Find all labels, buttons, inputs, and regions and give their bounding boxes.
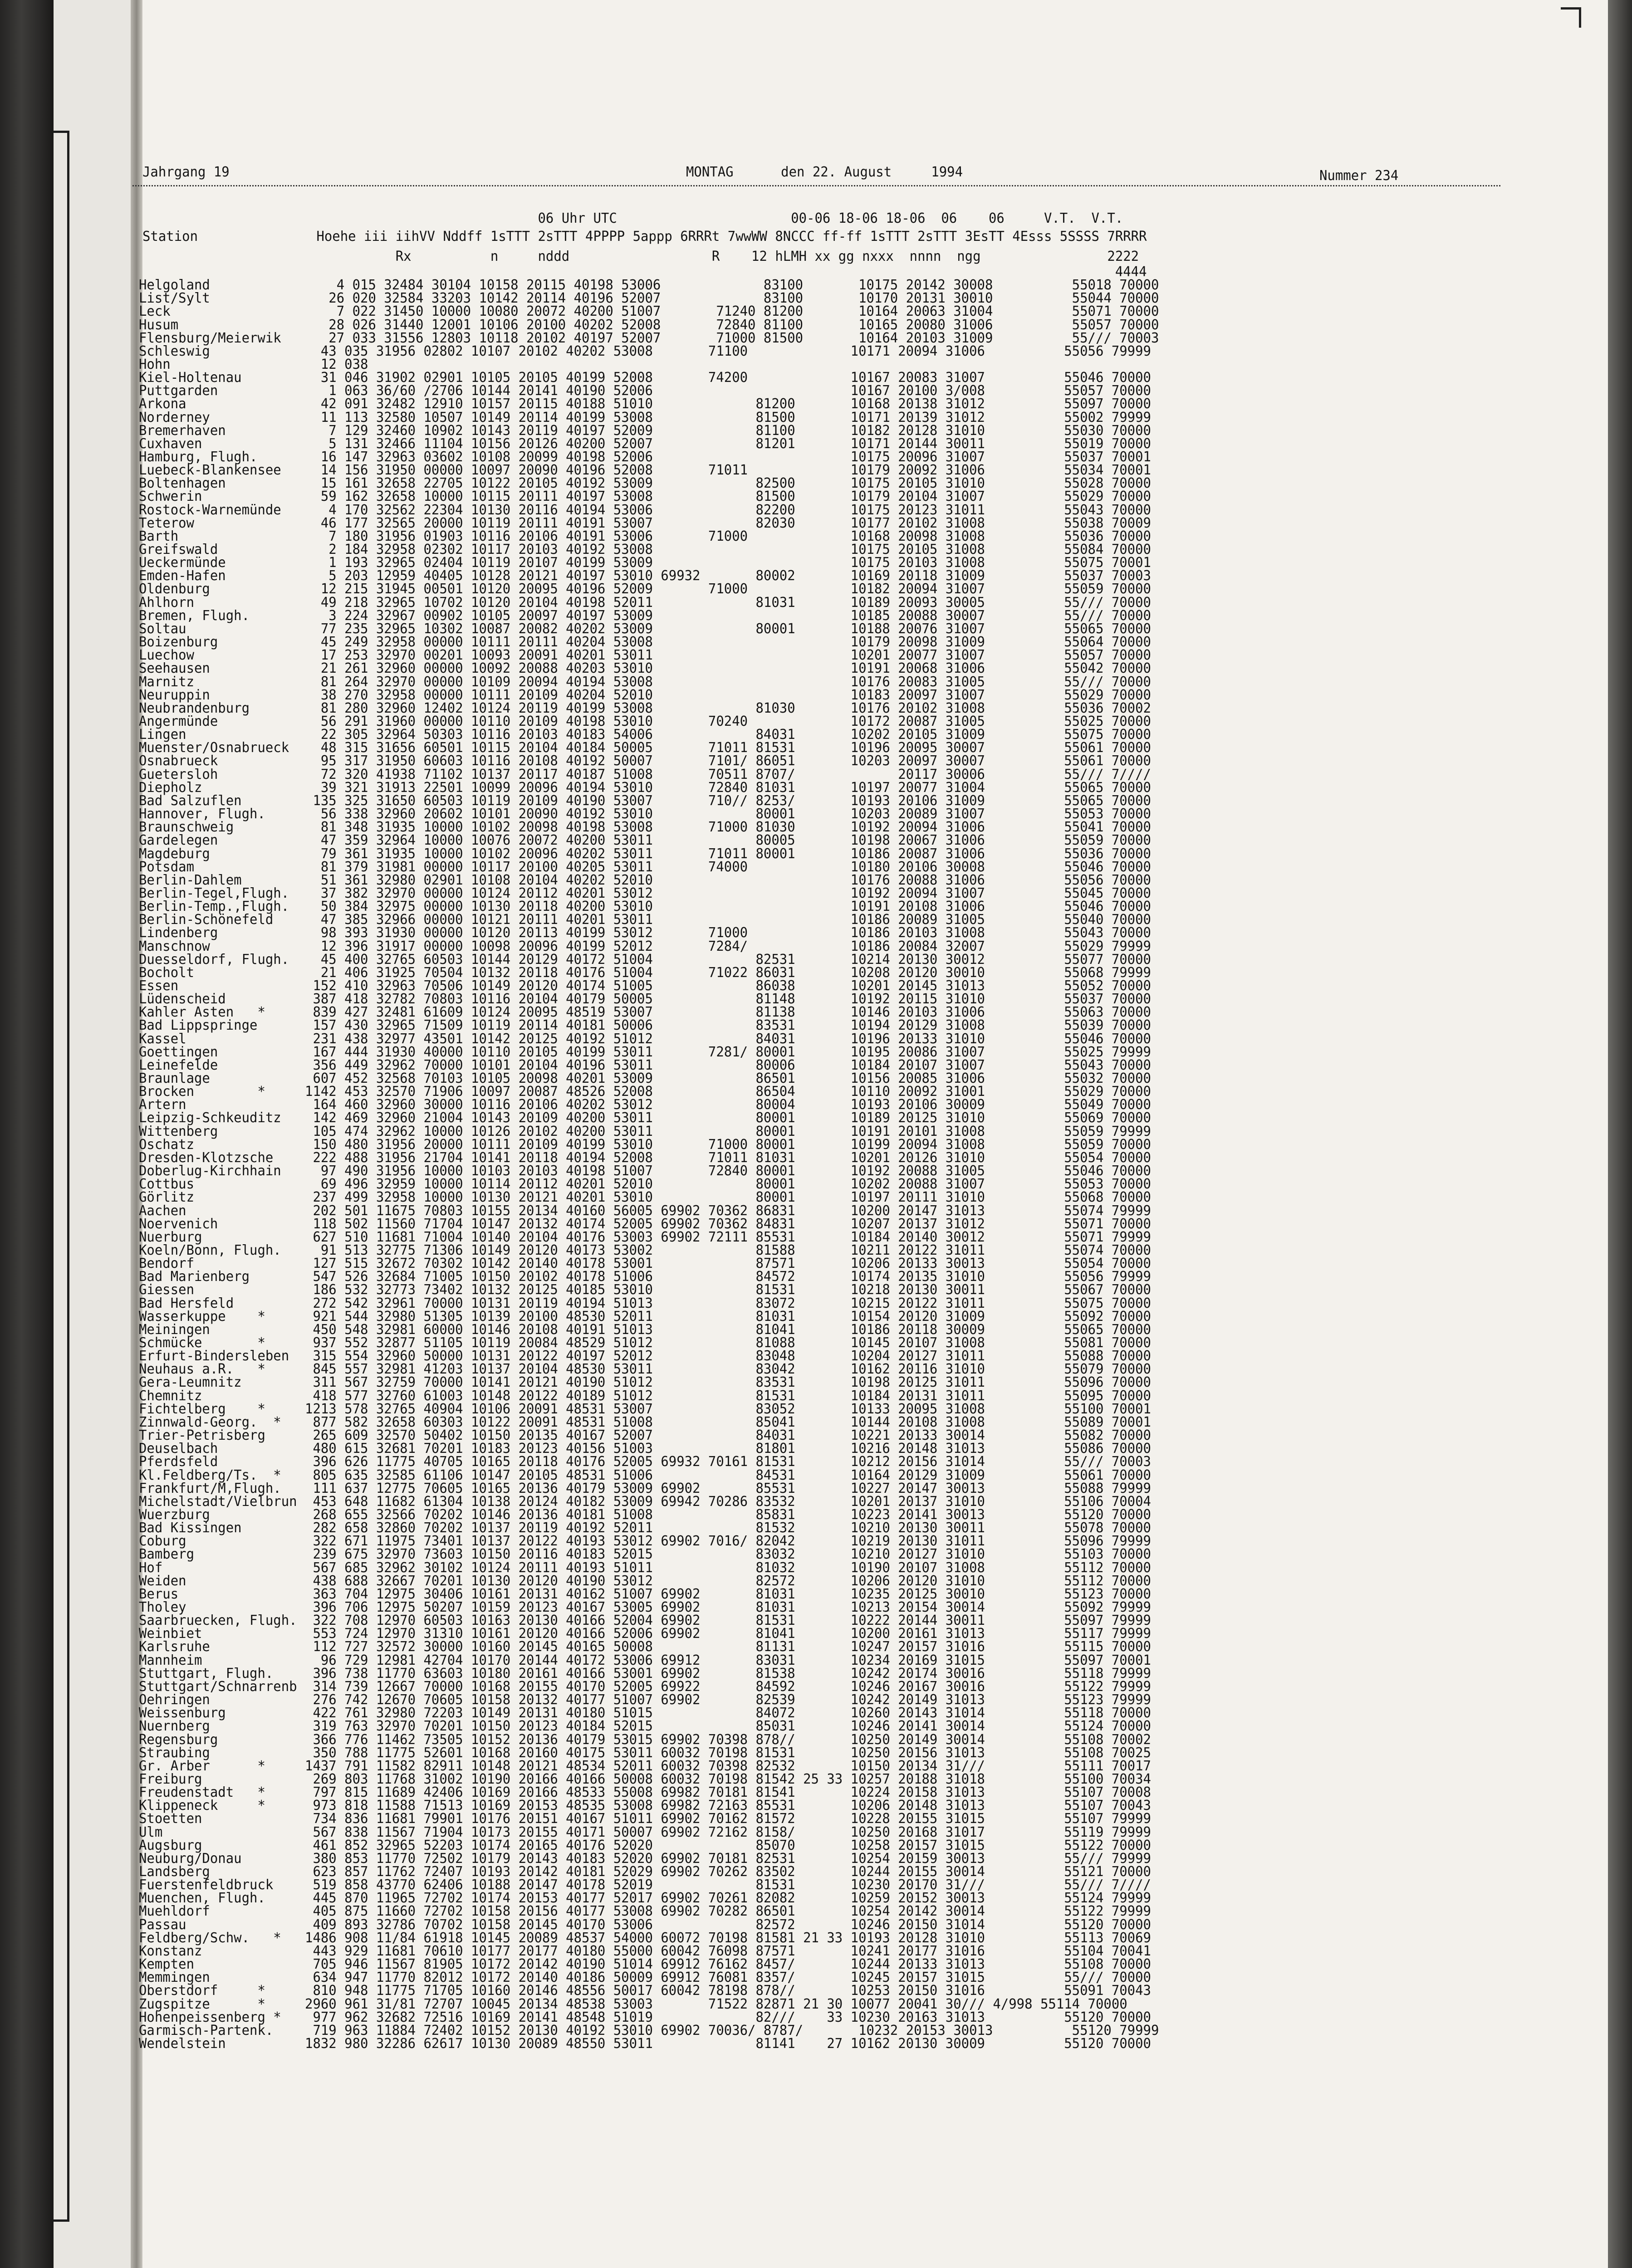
table-row: Zinnwald-Georg. * 877 582 32658 60303 10122 20091 48531 51008 85041 10144 20108 31008 55089 70001 (139, 1414, 1151, 1430)
table-row: Potsdam 81 379 31981 00000 10117 20100 40205 53011 74000 10180 20106 30008 55046 70000 (139, 859, 1151, 875)
table-row: Cottbus 69 496 32959 10000 10114 20112 40201 52010 80001 10202 20088 31007 55053 70000 (139, 1176, 1151, 1193)
table-row: Luechow 17 253 32970 00201 10093 20091 40201 53011 10201 20077 31007 55057 70000 (139, 647, 1151, 664)
table-row: Erfurt-Bindersleben 315 554 32960 50000 10131 20122 40197 52012 83048 10204 20127 31011 55088 70000 (139, 1348, 1151, 1364)
table-row: Bamberg 239 675 32970 73603 10150 20116 40183 52015 83032 10210 20127 31010 55103 70000 (139, 1546, 1151, 1563)
table-row: Regensburg 366 776 11462 73505 10152 20136 40179 53015 69902 70398 878// 10250 20149 30014 55108 70002 (139, 1731, 1151, 1748)
issue-number: Nummer 234 (1319, 168, 1399, 184)
table-row: Deuselbach 480 615 32681 70201 10183 20123 40156 51003 81801 10216 20148 31013 55086 70000 (139, 1441, 1151, 1457)
table-row: Rostock-Warnemünde 4 170 32562 22304 10130 20116 40194 53006 82200 10175 20123 31011 55043 70000 (139, 502, 1151, 518)
table-row: Schmücke * 937 552 32877 51105 10119 20084 48529 51012 81088 10145 20107 31008 55081 70000 (139, 1335, 1151, 1351)
previous-page-edge (54, 0, 131, 2268)
table-row: Trier-Petrisberg 265 609 32570 50402 10150 20135 40167 52007 84031 10221 20133 30014 55082 70000 (139, 1427, 1151, 1443)
header-rule (132, 185, 1500, 186)
table-row: Angermünde 56 291 31960 00000 10110 20109 40198 53010 70240 10172 20087 31005 55025 70000 (139, 713, 1151, 729)
table-row: Freudenstadt * 797 815 11689 42406 10169 20166 48533 55008 69982 70181 81541 10224 20158 31013 55107 70008 (139, 1784, 1151, 1801)
table-row: Berus 363 704 12975 30406 10161 20131 40162 51007 69902 81031 10235 20125 30010 55123 70000 (139, 1586, 1151, 1602)
table-row: Kl.Feldberg/Ts. * 805 635 32585 61106 10147 20105 48531 51006 84531 10164 20129 31009 55061 70000 (139, 1467, 1151, 1483)
table-row: Noervenich 118 502 11560 71704 10147 20132 40174 52005 69902 70362 84831 10207 20137 31012 55071 70000 (139, 1216, 1151, 1232)
table-row: Freiburg 269 803 11768 31002 10190 20166 40166 50008 60032 70198 81542 25 33 10257 20188 31018 55100 70034 (139, 1771, 1151, 1787)
table-row: Zugspitze * 2960 961 31/81 72707 10045 20134 48538 53003 71522 82871 21 30 10077 20041 30/// 4/998 55114 70000 (139, 1996, 1127, 2012)
table-row: Boizenburg 45 249 32958 00000 10111 20111 40204 53008 10179 20098 31009 55064 70000 (139, 634, 1151, 650)
table-row: Brocken * 1142 453 32570 71906 10097 20087 48526 52008 86504 10110 20092 31001 55029 70000 (139, 1084, 1151, 1100)
table-row: Berlin-Dahlem 51 361 32980 02901 10108 20104 40202 52010 10176 20088 31006 55056 70000 (139, 872, 1151, 888)
table-row: Doberlug-Kirchhain 97 490 31956 10000 10103 20103 40198 51007 72840 80001 10192 20088 31005 55046 70000 (139, 1163, 1151, 1179)
table-row: Bremen, Flugh. 3 224 32967 00902 10105 20097 40197 53009 10185 20088 30007 55/// 70000 (139, 607, 1151, 624)
table-row: Braunschweig 81 348 31935 10000 10102 20098 40198 53008 71000 81030 10192 20094 31006 55041 70000 (139, 819, 1151, 836)
column-header-line: Rx n nddd R 12 hLMH xx gg nxxx nnnn ngg 2222 (142, 249, 1139, 264)
table-row: Guetersloh 72 320 41938 71102 10137 20117 40187 51008 70511 8707/ 20117 30006 55/// 7//// (139, 766, 1151, 782)
table-row: Lingen 22 305 32964 50303 10116 20103 40183 54006 84031 10202 20105 31009 55075 70000 (139, 727, 1151, 743)
column-header-line: Station Hoehe iii iihVV Nddff 1sTTT 2sTTT 4PPPP 5appp 6RRRt 7wwWW 8NCCC ff-ff 1sTTT 2sTTT 3EsTT 4Esss 5SSSS 7RRRR (142, 229, 1147, 244)
table-row: Kempten 705 946 11567 81905 10172 20142 40190 51014 69912 76162 8457/ 10244 20133 31013 55108 70000 (139, 1956, 1151, 1972)
table-row: Norderney 11 113 32580 10507 10149 20114 40199 53008 81500 10171 20139 31012 55002 79999 (139, 409, 1151, 425)
table-row: Pferdsfeld 396 626 11775 40705 10165 20118 40176 52005 69932 70161 81531 10212 20156 31014 55/// 70003 (139, 1454, 1151, 1470)
table-row: Nuerburg 627 510 11681 71004 10140 20104 40176 53003 69902 72111 85531 10184 20140 30012 55071 79999 (139, 1229, 1151, 1245)
table-row: Bad Lippspringe 157 430 32965 71509 10119 20114 40181 50006 83531 10194 20129 31008 55039 70000 (139, 1017, 1151, 1034)
table-row: Teterow 46 177 32565 20000 10119 20111 40191 53007 82030 10177 20102 31008 55038 70009 (139, 515, 1151, 531)
table-row: Hohn 12 038 (139, 356, 368, 372)
table-row: Artern 164 460 32960 30000 10116 20106 40202 53012 80004 10193 20106 30009 55049 70000 (139, 1097, 1151, 1113)
table-row: Cuxhaven 5 131 32466 11104 10156 20126 40200 52007 81201 10171 20144 30011 55019 70000 (139, 435, 1151, 452)
table-row: Fuerstenfeldbruck 519 858 43770 62406 10188 20147 40178 52019 81531 10230 20170 31/// 55/// 7//// (139, 1877, 1151, 1893)
table-row: Boltenhagen 15 161 32658 22705 10122 20105 40192 53009 82500 10175 20105 31010 55028 70000 (139, 475, 1151, 492)
table-row: Stoetten 734 836 11681 79901 10176 20151 40167 51011 69902 70162 81572 10228 20155 31015 55107 79999 (139, 1811, 1151, 1827)
table-row: Garmisch-Partenk. 719 963 11884 72402 10152 20130 40192 53010 69902 70036/ 8787/ 10232 20153 30013 55120 79999 (139, 2022, 1159, 2038)
table-row: Ahlhorn 49 218 32965 10702 10120 20104 40198 52011 81031 10189 20093 30005 55/// 70000 (139, 594, 1151, 611)
table-row: Hamburg, Flugh. 16 147 32963 03602 10108 20099 40198 52006 10175 20096 31007 55037 70001 (139, 449, 1151, 465)
table-row: Koeln/Bonn, Flugh. 91 513 32775 71306 10149 20120 40173 53002 81588 10211 20122 31011 55074 70000 (139, 1242, 1151, 1258)
table-row: Arkona 42 091 32482 12910 10157 20115 40188 51010 81200 10168 20138 31012 55097 70000 (139, 396, 1151, 412)
table-row: Ulm 567 838 11567 71904 10173 20155 40171 50007 69902 72162 8158/ 10250 20168 31017 55119 79999 (139, 1824, 1151, 1840)
table-row: Gardelegen 47 359 32964 10000 10076 20072 40200 53011 80005 10198 20067 31006 55059 70000 (139, 832, 1151, 849)
table-row: Lüdenscheid 387 418 32782 70803 10116 20104 40179 50005 81148 10192 20115 31010 55037 70000 (139, 991, 1151, 1007)
table-row: Ueckermünde 1 193 32965 02404 10119 20107 40199 53009 10175 20103 31008 55075 70001 (139, 555, 1151, 571)
table-row: Wuerzburg 268 655 32566 70202 10146 20136 40181 51008 85831 10223 20141 30013 55120 70000 (139, 1506, 1151, 1523)
table-row: Magdeburg 79 361 31935 10000 10102 20096 40202 53011 71011 80001 10186 20087 31006 55036 70000 (139, 846, 1151, 862)
table-row: Kassel 231 438 32977 43501 10142 20125 40192 51012 84031 10196 20133 31010 55046 70000 (139, 1031, 1151, 1047)
table-row: Leck 7 022 31450 10000 10080 20072 40200 51007 71240 81200 10164 20063 31004 55071 70000 (139, 303, 1159, 320)
table-row: Kiel-Holtenau 31 046 31902 02901 10105 20105 40199 52008 74200 10167 20083 31007 55046 70000 (139, 370, 1151, 386)
table-row: Weissenburg 422 761 32980 72203 10149 20131 40180 51015 84072 10260 20143 31014 55118 70000 (139, 1705, 1151, 1721)
table-row: Hannover, Flugh. 56 338 32960 20602 10101 20090 40192 53010 80001 10203 20089 31007 55053 70000 (139, 806, 1151, 822)
table-row: Feldberg/Schw. * 1486 908 11/84 61918 10145 20089 48537 54000 60072 70198 81581 21 33 10193 20128 31010 55113 70069 (139, 1930, 1151, 1946)
table-row: Landsberg 623 857 11762 72407 10193 20142 40181 52029 69902 70262 83502 10244 20155 30014 55121 70000 (139, 1864, 1151, 1880)
table-row: Mannheim 96 729 12981 42704 10170 20144 40172 53006 69912 83031 10234 20169 31015 55097 70001 (139, 1652, 1151, 1668)
table-row: Klippeneck * 973 818 11588 71513 10169 20153 48535 53008 69982 72163 85531 10206 20148 31013 55107 70043 (139, 1798, 1151, 1814)
table-row: Muehldorf 405 875 11660 72702 10158 20156 40177 53008 69902 70282 86501 10254 20142 30014 55122 79999 (139, 1903, 1151, 1920)
table-row: Gr. Arber * 1437 791 11582 82911 10148 20121 48534 52011 60032 70398 82532 10150 20134 31/// 55111 70017 (139, 1758, 1151, 1774)
table-row: Aachen 202 501 11675 70803 10155 20134 40160 56005 69902 70362 86831 10200 20147 31013 55074 79999 (139, 1202, 1151, 1219)
column-header-line: 4444 (142, 264, 1147, 280)
table-row: Muenchen, Flugh. 445 870 11965 72702 10174 20153 40177 52017 69902 70261 82082 10259 20152 30013 55124 79999 (139, 1890, 1151, 1906)
table-row: Chemnitz 418 577 32760 61003 10148 20122 40189 51012 81531 10184 20131 31011 55095 70000 (139, 1388, 1151, 1404)
table-row: Bremerhaven 7 129 32460 10902 10143 20119 40197 52009 81100 10182 20128 31010 55030 70000 (139, 422, 1151, 439)
table-row: Emden-Hafen 5 203 12959 40405 10128 20121 40197 53010 69932 80002 10169 20118 31009 55037 70003 (139, 568, 1151, 584)
table-row: Greifswald 2 184 32958 02302 10117 20103 40192 53008 10175 20105 31008 55084 70000 (139, 542, 1151, 557)
table-row: Goettingen 167 444 31930 40000 10110 20105 40199 53011 7281/ 80001 10195 20086 31007 55025 79999 (139, 1044, 1151, 1060)
table-row: Duesseldorf, Flugh. 45 400 32765 60503 10144 20129 40172 51004 82531 10214 20130 30012 55077 70000 (139, 951, 1151, 968)
previous-page-frame (54, 131, 69, 2222)
table-row: Wendelstein 1832 980 32286 62617 10130 20089 48550 53011 81141 27 10162 20130 30009 55120 70000 (139, 2035, 1151, 2052)
table-row: Gera-Leumnitz 311 567 32759 70000 10141 20121 40190 51012 83531 10198 20125 31011 55096 70000 (139, 1374, 1151, 1391)
table-row: Oldenburg 12 215 31945 00501 10120 20095 40196 52009 71000 10182 20094 31007 55059 70000 (139, 581, 1151, 597)
table-row: Manschnow 12 396 31917 00000 10098 20096 40199 52012 7284/ 10186 20084 32007 55029 79999 (139, 938, 1151, 954)
table-row: Berlin-Schönefeld 47 385 32966 00000 10121 20111 40201 53011 10186 20089 31005 55040 70000 (139, 912, 1151, 928)
table-row: Osnabrueck 95 317 31950 60603 10116 20108 40192 50007 7101/ 86051 10203 20097 30007 55061 70000 (139, 753, 1151, 769)
table-row: Berlin-Tegel,Flugh. 37 382 32970 00000 10124 20112 40201 53012 10192 20094 31007 55045 70000 (139, 885, 1151, 901)
table-row: Nuernberg 319 763 32970 70201 10150 20123 40184 52015 85031 10246 20141 30014 55124 70000 (139, 1718, 1151, 1735)
table-row: Neuruppin 38 270 32958 00000 10111 20109 40204 52010 10183 20097 31007 55029 70000 (139, 687, 1151, 703)
table-row: Bendorf 127 515 32672 70302 10142 20140 40178 53001 87571 10206 20133 30013 55054 70000 (139, 1256, 1151, 1272)
table-row: Stuttgart/Schnarrenb 314 739 12667 70000 10168 20155 40170 52005 69922 84592 10246 20167 30016 55122 79999 (139, 1678, 1151, 1695)
table-row: Marnitz 81 264 32970 00000 10109 20094 40194 53008 10176 20083 31005 55/// 70000 (139, 674, 1151, 690)
column-header-line: 06 Uhr UTC 00-06 18-06 18-06 06 06 V.T. V.T. (142, 210, 1123, 226)
page-edge-shadow (1608, 0, 1632, 2268)
table-row: Oschatz 150 480 31956 20000 10111 20109 40199 53010 71000 80001 10199 20094 31008 55059 70000 (139, 1136, 1151, 1153)
table-row: Neuhaus a.R. * 845 557 32981 41203 10137 20104 48530 53011 83042 10162 20116 31010 55079 70000 (139, 1361, 1151, 1378)
table-row: Neuburg/Donau 380 853 11770 72502 10179 20143 40183 52020 69902 70181 82531 10254 20159 30013 55/// 79999 (139, 1850, 1151, 1867)
table-row: Braunlage 607 452 32568 70103 10105 20098 40201 53009 86501 10156 20085 31006 55032 70000 (139, 1070, 1151, 1086)
table-row: Flensburg/Meierwik 27 033 31556 12803 10118 20102 40197 52007 71000 81500 10164 20103 31009 55/// 70003 (139, 330, 1159, 346)
table-row: Oberstdorf * 810 948 11775 71705 10160 20146 48556 50017 60042 78198 878// 10253 20150 31016 55091 70043 (139, 1983, 1151, 1999)
table-row: Puttgarden 1 063 36/60 /2706 10144 20141 40190 52006 10167 20100 3/008 55057 70000 (139, 383, 1151, 399)
table-row: List/Sylt 26 020 32584 33203 10142 20114 40196 52007 83100 10170 20131 30010 55044 70000 (139, 290, 1159, 307)
table-row: Fichtelberg * 1213 578 32765 40904 10106 20091 48531 53007 83052 10133 20095 31008 55100 70001 (139, 1401, 1151, 1417)
table-row: Barth 7 180 31956 01903 10116 20106 40191 53006 71000 10168 20098 31008 55036 70000 (139, 528, 1151, 544)
table-row: Soltau 77 235 32965 10302 10087 20082 40202 53009 80001 10188 20076 31007 55065 70000 (139, 621, 1151, 637)
table-row: Luebeck-Blankensee 14 156 31950 00000 10097 20090 40196 52008 71011 10179 20092 31006 55034 70001 (139, 462, 1151, 479)
table-row: Hohenpeissenberg * 977 962 32682 72516 10169 20141 48548 51019 82/// 33 10230 20163 31013 55120 70000 (139, 2009, 1151, 2025)
table-row: Leinefelde 356 449 32962 70000 10101 20104 40196 53011 80006 10184 20107 31007 55043 70000 (139, 1057, 1151, 1073)
table-row: Konstanz 443 929 11681 70610 10177 20177 40180 55000 60042 76098 87571 10241 20177 31016 55104 70041 (139, 1943, 1151, 1959)
table-row: Bad Kissingen 282 658 32860 70202 10137 20119 40192 52011 81532 10210 20130 30011 55078 70000 (139, 1520, 1151, 1536)
table-row: Bad Hersfeld 272 542 32961 70000 10131 20119 40194 51013 83072 10215 20122 31011 55075 70000 (139, 1295, 1151, 1311)
table-row: Augsburg 461 852 32965 52203 10174 20165 40176 52020 85070 10258 20157 31015 55122 70000 (139, 1837, 1151, 1853)
table-row: Stuttgart, Flugh. 396 738 11770 63603 10180 20161 40166 53001 69902 81538 10242 20174 30016 55118 79999 (139, 1665, 1151, 1681)
table-row: Bocholt 21 406 31925 70504 10132 20118 40176 51004 71022 86031 10208 20120 30010 55068 79999 (139, 964, 1151, 981)
table-row: Frankfurt/M,Flugh. 111 637 12775 70605 10165 20136 40179 53009 69902 85531 10227 20147 30013 55088 79999 (139, 1480, 1151, 1496)
table-row: Saarbruecken, Flugh. 322 708 12970 60503 10163 20130 40166 52004 69902 81531 10222 20144 30011 55097 79999 (139, 1613, 1151, 1629)
table-row: Straubing 350 788 11775 52601 10168 20160 40175 53011 60032 70198 81531 10250 20156 31013 55108 70025 (139, 1745, 1151, 1761)
table-row: Essen 152 410 32963 70506 10149 20120 40174 51005 86038 10201 20145 31013 55052 70000 (139, 978, 1151, 994)
table-row: Muenster/Osnabrueck 48 315 31656 60501 10115 20104 40184 50005 71011 81531 10196 20095 30007 55061 70000 (139, 740, 1151, 756)
table-row: Bad Salzuflen 135 325 31650 60503 10119 20109 40190 53007 710// 8253/ 10193 20106 31009 55065 70000 (139, 792, 1151, 809)
corner-mark (1561, 7, 1581, 28)
table-row: Dresden-Klotzsche 222 488 31956 21704 10141 20118 40194 52008 71011 81031 10201 20126 31010 55054 70000 (139, 1149, 1151, 1166)
jahrgang-label: Jahrgang 19 (142, 164, 230, 180)
table-row: Leipzig-Schkeuditz 142 469 32960 21004 10143 20109 40200 53011 80001 10189 20125 31010 55069 70000 (139, 1110, 1151, 1126)
table-row: Weiden 438 688 32667 70201 10130 20120 40190 53012 82572 10206 20120 31010 55112 70000 (139, 1573, 1151, 1589)
table-row: Diepholz 39 321 31913 22501 10099 20096 40194 53010 72840 81031 10197 20077 31004 55065 70000 (139, 779, 1151, 796)
table-row: Wasserkuppe * 921 544 32980 51305 10139 20100 48530 52011 81031 10154 20120 31009 55092 70000 (139, 1308, 1151, 1325)
table-row: Weinbiet 553 724 12970 31310 10161 20120 40166 52006 69902 81041 10200 20161 31013 55117 79999 (139, 1626, 1151, 1642)
table-row: Bad Marienberg 547 526 32684 71005 10150 20102 40178 51006 84572 10174 20135 31010 55056 79999 (139, 1269, 1151, 1285)
table-row: Schleswig 43 035 31956 02802 10107 20102 40202 53008 71100 10171 20094 31006 55056 79999 (139, 343, 1151, 359)
table-row: Schwerin 59 162 32658 10000 10115 20111 40197 53008 81500 10179 20104 31007 55029 70000 (139, 489, 1151, 505)
table-row: Seehausen 21 261 32960 00000 10092 20088 40203 53010 10191 20068 31006 55042 70000 (139, 660, 1151, 677)
table-row: Wittenberg 105 474 32962 10000 10126 20102 40200 53011 80001 10191 20101 31008 55059 79999 (139, 1123, 1151, 1139)
table-row: Neubrandenburg 81 280 32960 12402 10124 20119 40199 53008 81030 10176 20102 31008 55036 70002 (139, 700, 1151, 716)
table-row: Karlsruhe 112 727 32572 30000 10160 20145 40165 50008 81131 10247 20157 31016 55115 70000 (139, 1639, 1151, 1655)
table-row: Michelstadt/Vielbrun 453 648 11682 61304 10138 20124 40182 53009 69942 70286 83532 10201 20137 31010 55106 70004 (139, 1493, 1151, 1510)
table-row: Meiningen 450 548 32981 60000 10146 20108 40191 51013 81041 10186 20118 30009 55065 70000 (139, 1321, 1151, 1338)
table-row: Berlin-Temp.,Flugh. 50 384 32975 00000 10130 20118 40200 53010 10191 20108 31006 55046 70000 (139, 899, 1151, 914)
table-row: Tholey 396 706 12975 50207 10159 20123 40167 53005 69902 81031 10213 20154 30014 55092 79999 (139, 1599, 1151, 1615)
table-row: Görlitz 237 499 32958 10000 10130 20121 40201 53010 80001 10197 20111 31010 55068 70000 (139, 1189, 1151, 1206)
date-label: MONTAG den 22. August 1994 (686, 164, 963, 180)
table-row: Husum 28 026 31440 12001 10106 20100 40202 52008 72840 81100 10165 20080 31006 55057 70000 (139, 317, 1159, 333)
table-row: Lindenberg 98 393 31930 00000 10120 20113 40199 53012 71000 10186 20103 31008 55043 70000 (139, 925, 1151, 941)
table-row: Coburg 322 671 11975 73401 10137 20122 40193 53012 69902 7016/ 82042 10219 20130 31011 55096 79999 (139, 1533, 1151, 1549)
table-row: Helgoland 4 015 32484 30104 10158 20115 40198 53006 83100 10175 20142 30008 55018 70000 (139, 277, 1159, 293)
table-row: Memmingen 634 947 11770 82012 10172 20140 40186 50009 69912 76081 8357/ 10245 20157 31015 55/// 70000 (139, 1970, 1151, 1986)
table-row: Oehringen 276 742 12670 70605 10158 20132 40177 51007 69902 82539 10242 20149 31013 55123 79999 (139, 1692, 1151, 1708)
book-binding (0, 0, 54, 2268)
table-row: Kahler Asten * 839 427 32481 61609 10124 20095 48519 53007 81138 10146 20103 31006 55063 70000 (139, 1004, 1151, 1021)
table-row: Passau 409 893 32786 70702 10158 20145 40170 53006 82572 10246 20150 31014 55120 70000 (139, 1916, 1151, 1933)
table-row: Hof 567 685 32962 30102 10124 20111 40193 51011 81032 10190 20107 31008 55112 70000 (139, 1559, 1151, 1576)
table-row: Giessen 186 532 32773 73402 10132 20125 40185 53010 81531 10218 20130 30011 55067 70000 (139, 1282, 1151, 1298)
